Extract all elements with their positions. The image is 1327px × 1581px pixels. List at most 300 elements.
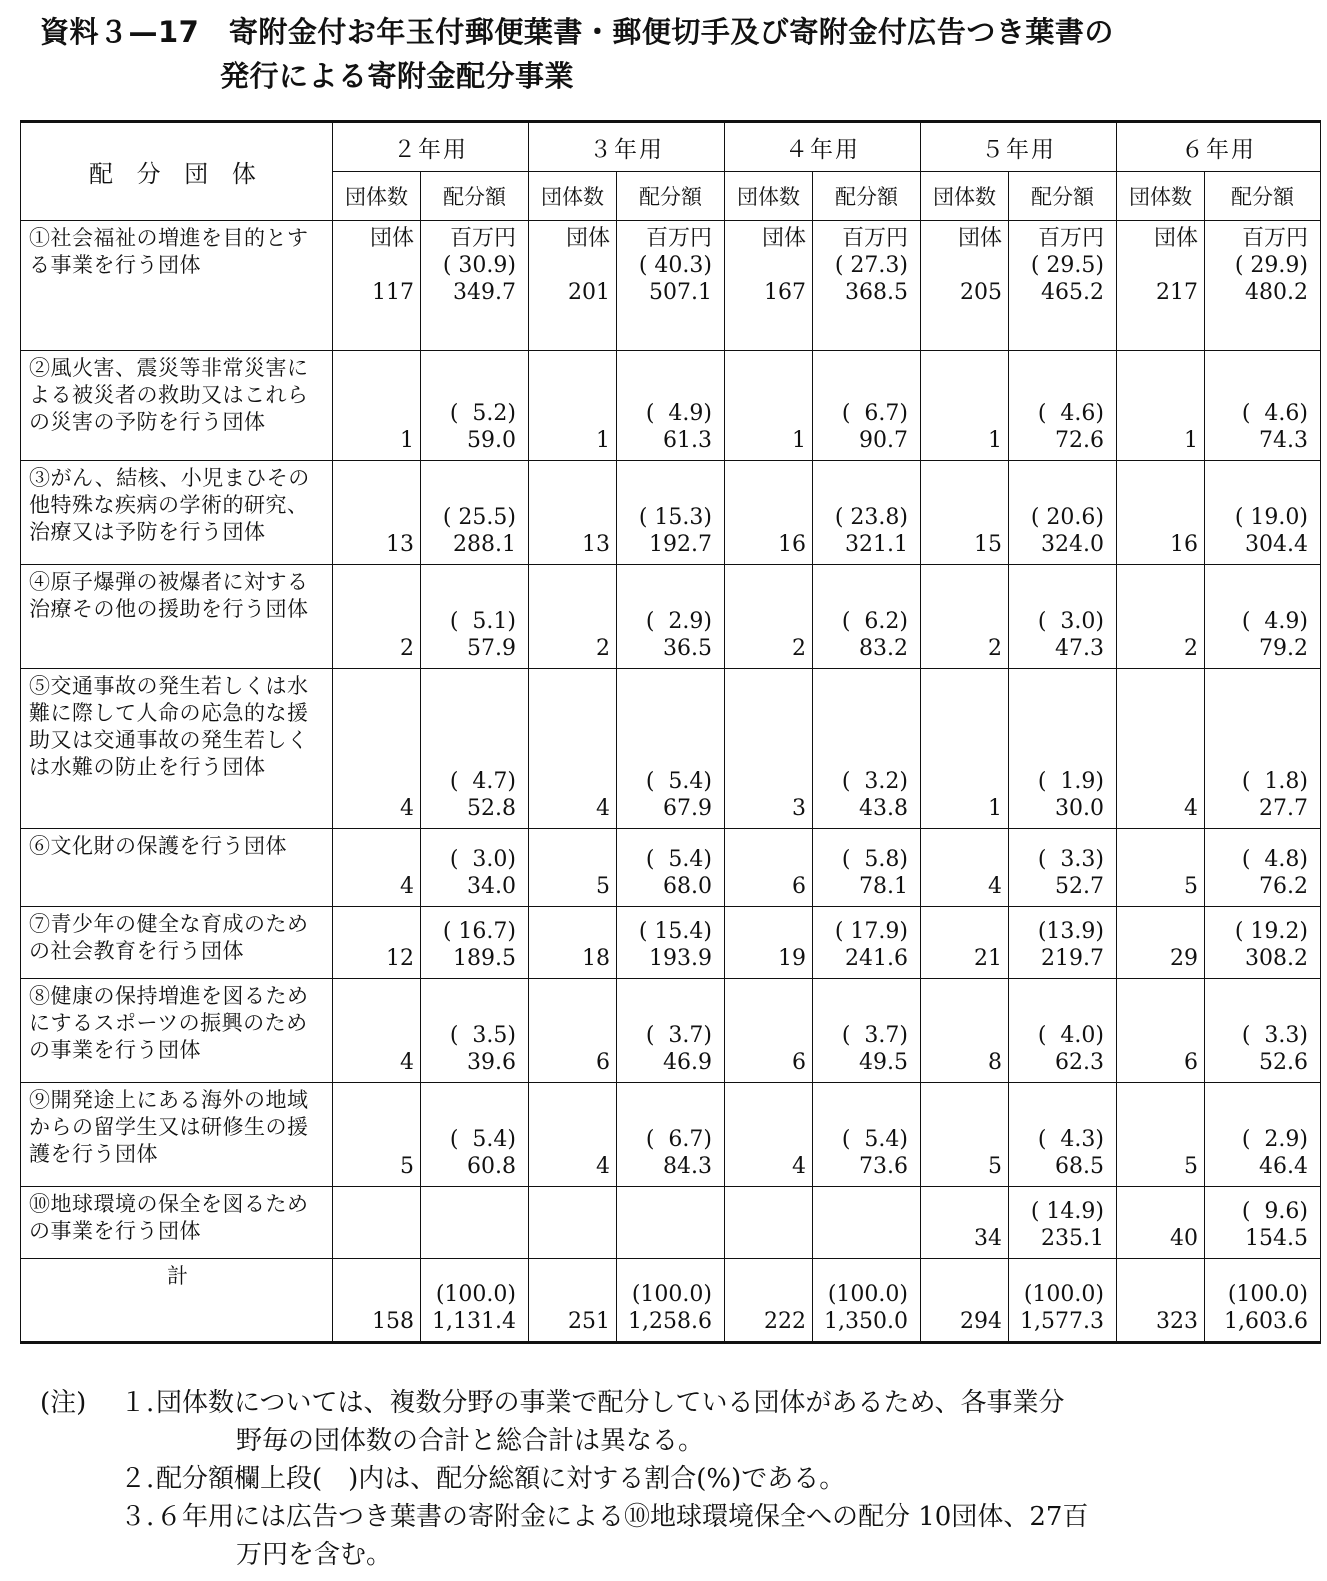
count-value: 4 xyxy=(400,1050,414,1075)
count-cell xyxy=(1117,1259,1205,1343)
amount-value: 30.0 xyxy=(1055,796,1104,821)
corner-header: 配 分 団 体 xyxy=(21,122,333,221)
count-value: 8 xyxy=(988,1050,1002,1075)
amount-cell xyxy=(1205,565,1321,669)
table-row xyxy=(21,351,1321,461)
percent-value: ( 29.9) xyxy=(1234,253,1308,278)
percent-value: ( 25.5) xyxy=(442,505,516,530)
amount-header: 配分額 xyxy=(421,172,529,221)
percent-value: ( 4.3) xyxy=(1037,1127,1104,1152)
amount-value: 1,258.6 xyxy=(628,1309,712,1334)
count-cell xyxy=(1117,979,1205,1083)
amount-value: 1,350.0 xyxy=(824,1309,908,1334)
year-header: ３年用 xyxy=(529,122,725,172)
count-value: 16 xyxy=(1170,532,1198,557)
category-label: ⑦青少年の健全な育成のための社会教育を行う団体 xyxy=(21,907,333,979)
count-cell xyxy=(529,461,617,565)
count-value: 4 xyxy=(596,796,610,821)
amount-unit: 百万円 xyxy=(1037,226,1104,251)
total-label: 計 xyxy=(21,1259,333,1343)
count-value: 4 xyxy=(596,1154,610,1179)
category-label: ⑧健康の保持増進を図るためにするスポーツの振興のための事業を行う団体 xyxy=(21,979,333,1083)
count-value: 19 xyxy=(778,946,806,971)
count-cell xyxy=(1117,1083,1205,1187)
amount-value: 78.1 xyxy=(859,874,908,899)
count-cell xyxy=(333,461,421,565)
amount-value: 34.0 xyxy=(467,874,516,899)
note-number: １. xyxy=(120,1388,155,1418)
count-cell xyxy=(1117,351,1205,461)
amount-value: 324.0 xyxy=(1041,532,1104,557)
count-cell xyxy=(725,1259,813,1343)
count-cell xyxy=(921,565,1009,669)
amount-cell xyxy=(617,829,725,907)
category-label: ②風火害、震災等非常災害による被災者の救助又はこれらの災害の予防を行う団体 xyxy=(21,351,333,461)
amount-cell xyxy=(1205,669,1321,829)
category-label: ④原子爆弾の被爆者に対する治療その他の援助を行う団体 xyxy=(21,565,333,669)
count-value: 2 xyxy=(1184,636,1198,661)
amount-cell xyxy=(421,907,529,979)
count-value: 1 xyxy=(400,428,414,453)
amount-cell xyxy=(1205,1187,1321,1259)
count-cell xyxy=(725,221,813,351)
amount-header: 配分額 xyxy=(1009,172,1117,221)
amount-value: 39.6 xyxy=(467,1050,516,1075)
amount-header: 配分額 xyxy=(1205,172,1321,221)
amount-value: 72.6 xyxy=(1055,428,1104,453)
amount-value: 61.3 xyxy=(663,428,712,453)
amount-cell xyxy=(617,1187,725,1259)
amount-cell xyxy=(421,829,529,907)
count-cell xyxy=(529,1083,617,1187)
amount-cell xyxy=(813,829,921,907)
count-value: 5 xyxy=(596,874,610,899)
count-cell xyxy=(529,829,617,907)
count-cell xyxy=(725,979,813,1083)
percent-value: ( 5.4) xyxy=(449,1127,516,1152)
count-cell xyxy=(333,979,421,1083)
count-cell xyxy=(333,907,421,979)
percent-value: ( 4.9) xyxy=(1241,609,1308,634)
count-value: 16 xyxy=(778,532,806,557)
percent-value: ( 4.9) xyxy=(645,401,712,426)
amount-cell xyxy=(1205,829,1321,907)
amount-cell xyxy=(813,351,921,461)
amount-cell xyxy=(813,669,921,829)
percent-value: ( 6.7) xyxy=(841,401,908,426)
amount-cell xyxy=(617,1259,725,1343)
count-cell xyxy=(921,461,1009,565)
category-label: ⑤交通事故の発生若しくは水難に際して人命の応急的な援助又は交通事故の発生若しくは水難の防止を行う団体 xyxy=(21,669,333,829)
amount-cell xyxy=(1205,1083,1321,1187)
amount-value: 68.0 xyxy=(663,874,712,899)
amount-value: 73.6 xyxy=(859,1154,908,1179)
amount-value: 76.2 xyxy=(1259,874,1308,899)
amount-value: 480.2 xyxy=(1245,280,1308,305)
count-value: 3 xyxy=(792,796,806,821)
percent-value: ( 4.0) xyxy=(1037,1023,1104,1048)
amount-cell xyxy=(421,565,529,669)
count-cell xyxy=(529,1259,617,1343)
count-value: 5 xyxy=(400,1154,414,1179)
amount-unit: 百万円 xyxy=(1241,226,1308,251)
amount-cell xyxy=(1009,351,1117,461)
percent-value: ( 2.9) xyxy=(1241,1127,1308,1152)
count-value: 2 xyxy=(596,636,610,661)
count-cell xyxy=(529,907,617,979)
count-cell xyxy=(529,979,617,1083)
percent-value: ( 3.2) xyxy=(841,769,908,794)
count-cell xyxy=(529,221,617,351)
percent-value: ( 2.9) xyxy=(645,609,712,634)
amount-cell xyxy=(813,1259,921,1343)
count-cell xyxy=(333,1083,421,1187)
percent-value: ( 3.0) xyxy=(1037,609,1104,634)
table-row xyxy=(21,461,1321,565)
count-value: 1 xyxy=(792,428,806,453)
percent-value: ( 3.7) xyxy=(841,1023,908,1048)
percent-value: ( 5.4) xyxy=(841,1127,908,1152)
amount-header: 配分額 xyxy=(813,172,921,221)
count-value: 40 xyxy=(1170,1226,1198,1251)
count-value: 6 xyxy=(596,1050,610,1075)
count-unit: 団体 xyxy=(1153,226,1198,251)
amount-cell xyxy=(1009,565,1117,669)
percent-value: (100.0) xyxy=(631,1282,712,1307)
count-cell xyxy=(725,669,813,829)
percent-value: ( 1.9) xyxy=(1037,769,1104,794)
table-row xyxy=(21,829,1321,907)
count-cell xyxy=(529,351,617,461)
amount-cell xyxy=(421,1187,529,1259)
percent-value: ( 3.3) xyxy=(1241,1023,1308,1048)
count-value: 6 xyxy=(792,1050,806,1075)
count-cell xyxy=(1117,461,1205,565)
amount-cell xyxy=(813,979,921,1083)
amount-value: 60.8 xyxy=(467,1154,516,1179)
amount-cell xyxy=(421,351,529,461)
percent-value: ( 4.8) xyxy=(1241,847,1308,872)
count-cell xyxy=(1117,1187,1205,1259)
percent-value: ( 6.2) xyxy=(841,609,908,634)
amount-cell xyxy=(617,907,725,979)
notes-section xyxy=(40,1384,1320,1574)
count-value: 13 xyxy=(386,532,414,557)
count-unit: 団体 xyxy=(565,226,610,251)
amount-cell xyxy=(1205,461,1321,565)
count-value: 6 xyxy=(1184,1050,1198,1075)
table-row xyxy=(21,565,1321,669)
table-row xyxy=(21,979,1321,1083)
amount-value: 43.8 xyxy=(859,796,908,821)
count-header: 団体数 xyxy=(725,172,813,221)
amount-value: 52.8 xyxy=(467,796,516,821)
percent-value: ( 19.2) xyxy=(1234,919,1308,944)
amount-value: 321.1 xyxy=(845,532,908,557)
percent-value: ( 19.0) xyxy=(1234,505,1308,530)
count-value: 1 xyxy=(596,428,610,453)
percent-value: ( 3.7) xyxy=(645,1023,712,1048)
category-label: ⑩地球環境の保全を図るための事業を行う団体 xyxy=(21,1187,333,1259)
amount-cell xyxy=(421,979,529,1083)
amount-cell xyxy=(617,461,725,565)
percent-value: ( 3.3) xyxy=(1037,847,1104,872)
count-value: 294 xyxy=(960,1309,1002,1334)
amount-value: 59.0 xyxy=(467,428,516,453)
count-header: 団体数 xyxy=(1117,172,1205,221)
amount-cell xyxy=(1205,351,1321,461)
count-value: 117 xyxy=(372,280,414,305)
amount-cell xyxy=(617,351,725,461)
percent-value: ( 5.2) xyxy=(449,401,516,426)
amount-value: 90.7 xyxy=(859,428,908,453)
table-row xyxy=(21,1187,1321,1259)
count-unit: 団体 xyxy=(369,226,414,251)
count-cell xyxy=(725,1083,813,1187)
count-value: 323 xyxy=(1156,1309,1198,1334)
amount-value: 62.3 xyxy=(1055,1050,1104,1075)
count-cell xyxy=(1117,669,1205,829)
note-number: ３. xyxy=(120,1502,155,1532)
note-text-cont: 野毎の団体数の合計と総合計は異なる。 xyxy=(236,1426,705,1456)
amount-cell xyxy=(1009,1083,1117,1187)
amount-value: 52.7 xyxy=(1055,874,1104,899)
amount-cell xyxy=(1009,221,1117,351)
percent-value: ( 27.3) xyxy=(834,253,908,278)
percent-value: ( 15.4) xyxy=(638,919,712,944)
amount-value: 49.5 xyxy=(859,1050,908,1075)
amount-value: 368.5 xyxy=(845,280,908,305)
table-row xyxy=(21,669,1321,829)
document-title xyxy=(40,10,1320,98)
count-value: 4 xyxy=(400,874,414,899)
count-cell xyxy=(333,351,421,461)
count-value: 222 xyxy=(764,1309,806,1334)
count-value: 2 xyxy=(792,636,806,661)
percent-value: ( 6.7) xyxy=(645,1127,712,1152)
year-header: ２年用 xyxy=(333,122,529,172)
amount-value: 47.3 xyxy=(1055,636,1104,661)
allocation-table xyxy=(20,120,1321,1344)
amount-header: 配分額 xyxy=(617,172,725,221)
percent-value: (100.0) xyxy=(1227,1282,1308,1307)
amount-cell xyxy=(813,221,921,351)
count-value: 167 xyxy=(764,280,806,305)
amount-cell xyxy=(1205,907,1321,979)
year-header: ６年用 xyxy=(1117,122,1321,172)
count-cell xyxy=(725,907,813,979)
count-value: 6 xyxy=(792,874,806,899)
percent-value: ( 29.5) xyxy=(1030,253,1104,278)
count-cell xyxy=(725,829,813,907)
percent-value: ( 3.0) xyxy=(449,847,516,872)
count-cell xyxy=(333,221,421,351)
count-cell xyxy=(529,669,617,829)
title-line-2: 発行による寄附金配分事業 xyxy=(220,59,575,93)
amount-unit: 百万円 xyxy=(841,226,908,251)
amount-unit: 百万円 xyxy=(449,226,516,251)
percent-value: ( 30.9) xyxy=(442,253,516,278)
amount-cell xyxy=(1009,669,1117,829)
count-cell xyxy=(333,565,421,669)
percent-value: ( 16.7) xyxy=(442,919,516,944)
year-header: ４年用 xyxy=(725,122,921,172)
count-value: 158 xyxy=(372,1309,414,1334)
notes-prefix: (注) xyxy=(40,1388,87,1418)
amount-cell xyxy=(813,565,921,669)
count-value: 29 xyxy=(1170,946,1198,971)
amount-value: 465.2 xyxy=(1041,280,1104,305)
percent-value: ( 40.3) xyxy=(638,253,712,278)
percent-value: ( 15.3) xyxy=(638,505,712,530)
amount-value: 52.6 xyxy=(1259,1050,1308,1075)
percent-value: (100.0) xyxy=(1023,1282,1104,1307)
category-label: ③がん、結核、小児まひその他特殊な疾病の学術的研究、治療又は予防を行う団体 xyxy=(21,461,333,565)
count-value: 4 xyxy=(988,874,1002,899)
amount-cell xyxy=(421,1259,529,1343)
table-row xyxy=(21,1083,1321,1187)
note-text: 団体数については、複数分野の事業で配分している団体があるため、各事業分 xyxy=(156,1388,1065,1418)
amount-cell xyxy=(813,1083,921,1187)
amount-cell xyxy=(617,979,725,1083)
count-header: 団体数 xyxy=(921,172,1009,221)
count-value: 13 xyxy=(582,532,610,557)
amount-cell xyxy=(617,669,725,829)
count-cell xyxy=(1117,221,1205,351)
note-item xyxy=(40,1460,1320,1498)
count-cell xyxy=(333,1187,421,1259)
count-cell xyxy=(725,461,813,565)
count-value: 12 xyxy=(386,946,414,971)
count-value: 201 xyxy=(568,280,610,305)
count-value: 4 xyxy=(400,796,414,821)
count-cell xyxy=(1117,829,1205,907)
amount-cell xyxy=(1205,979,1321,1083)
amount-cell xyxy=(617,221,725,351)
amount-cell xyxy=(617,1083,725,1187)
percent-value: ( 9.6) xyxy=(1241,1199,1308,1224)
percent-value: ( 5.8) xyxy=(841,847,908,872)
amount-value: 1,577.3 xyxy=(1020,1309,1104,1334)
amount-cell xyxy=(813,461,921,565)
amount-cell xyxy=(617,565,725,669)
count-cell xyxy=(333,829,421,907)
table-row xyxy=(21,221,1321,351)
count-value: 1 xyxy=(1184,428,1198,453)
count-value: 4 xyxy=(1184,796,1198,821)
count-cell xyxy=(725,1187,813,1259)
percent-value: ( 17.9) xyxy=(834,919,908,944)
amount-value: 189.5 xyxy=(453,946,516,971)
count-cell xyxy=(333,669,421,829)
total-row xyxy=(21,1259,1321,1343)
percent-value: ( 23.8) xyxy=(834,505,908,530)
amount-value: 27.7 xyxy=(1259,796,1308,821)
amount-cell xyxy=(1009,1259,1117,1343)
count-value: 21 xyxy=(974,946,1002,971)
count-cell xyxy=(529,1187,617,1259)
count-value: 4 xyxy=(792,1154,806,1179)
count-value: 5 xyxy=(1184,874,1198,899)
note-item xyxy=(40,1384,1320,1460)
amount-cell xyxy=(813,1187,921,1259)
amount-value: 507.1 xyxy=(649,280,712,305)
amount-value: 79.2 xyxy=(1259,636,1308,661)
count-value: 217 xyxy=(1156,280,1198,305)
year-header: ５年用 xyxy=(921,122,1117,172)
count-cell xyxy=(921,669,1009,829)
percent-value: ( 4.6) xyxy=(1037,401,1104,426)
percent-value: ( 3.5) xyxy=(449,1023,516,1048)
amount-value: 83.2 xyxy=(859,636,908,661)
amount-cell xyxy=(1009,829,1117,907)
percent-value: (13.9) xyxy=(1037,919,1104,944)
amount-value: 288.1 xyxy=(453,532,516,557)
count-header: 団体数 xyxy=(529,172,617,221)
amount-cell xyxy=(421,221,529,351)
amount-value: 46.4 xyxy=(1259,1154,1308,1179)
amount-value: 46.9 xyxy=(663,1050,712,1075)
count-value: 15 xyxy=(974,532,1002,557)
amount-value: 241.6 xyxy=(845,946,908,971)
amount-value: 235.1 xyxy=(1041,1226,1104,1251)
count-value: 18 xyxy=(582,946,610,971)
count-value: 5 xyxy=(1184,1154,1198,1179)
count-value: 34 xyxy=(974,1226,1002,1251)
table-row xyxy=(21,907,1321,979)
amount-cell xyxy=(1009,1187,1117,1259)
amount-cell xyxy=(813,907,921,979)
count-header: 団体数 xyxy=(333,172,421,221)
count-cell xyxy=(529,565,617,669)
amount-cell xyxy=(421,461,529,565)
amount-value: 57.9 xyxy=(467,636,516,661)
amount-value: 192.7 xyxy=(649,532,712,557)
amount-cell xyxy=(1009,979,1117,1083)
amount-cell xyxy=(421,1083,529,1187)
count-value: 205 xyxy=(960,280,1002,305)
percent-value: (100.0) xyxy=(435,1282,516,1307)
count-cell xyxy=(725,565,813,669)
count-value: 2 xyxy=(400,636,414,661)
note-text: ６年用には広告つき葉書の寄附金による⑩地球環境保全への配分 10団体、27百 xyxy=(156,1502,1089,1532)
count-cell xyxy=(921,979,1009,1083)
title-line-1: 資料３—17 寄附金付お年玉付郵便葉書・郵便切手及び寄附金付広告つき葉書の xyxy=(40,15,1114,49)
percent-value: ( 5.1) xyxy=(449,609,516,634)
amount-cell xyxy=(1205,221,1321,351)
count-cell xyxy=(333,1259,421,1343)
count-cell xyxy=(1117,907,1205,979)
amount-value: 1,131.4 xyxy=(432,1309,516,1334)
category-label: ⑥文化財の保護を行う団体 xyxy=(21,829,333,907)
percent-value: ( 14.9) xyxy=(1030,1199,1104,1224)
count-unit: 団体 xyxy=(761,226,806,251)
amount-value: 74.3 xyxy=(1259,428,1308,453)
count-value: 251 xyxy=(568,1309,610,1334)
note-text-cont: 万円を含む。 xyxy=(236,1540,393,1570)
amount-value: 1,603.6 xyxy=(1224,1309,1308,1334)
note-item xyxy=(40,1498,1320,1574)
count-cell xyxy=(921,1187,1009,1259)
count-value: 1 xyxy=(988,428,1002,453)
count-cell xyxy=(921,829,1009,907)
percent-value: ( 5.4) xyxy=(645,847,712,872)
count-cell xyxy=(921,351,1009,461)
amount-value: 349.7 xyxy=(453,280,516,305)
count-cell xyxy=(1117,565,1205,669)
percent-value: ( 4.6) xyxy=(1241,401,1308,426)
count-cell xyxy=(921,1083,1009,1187)
